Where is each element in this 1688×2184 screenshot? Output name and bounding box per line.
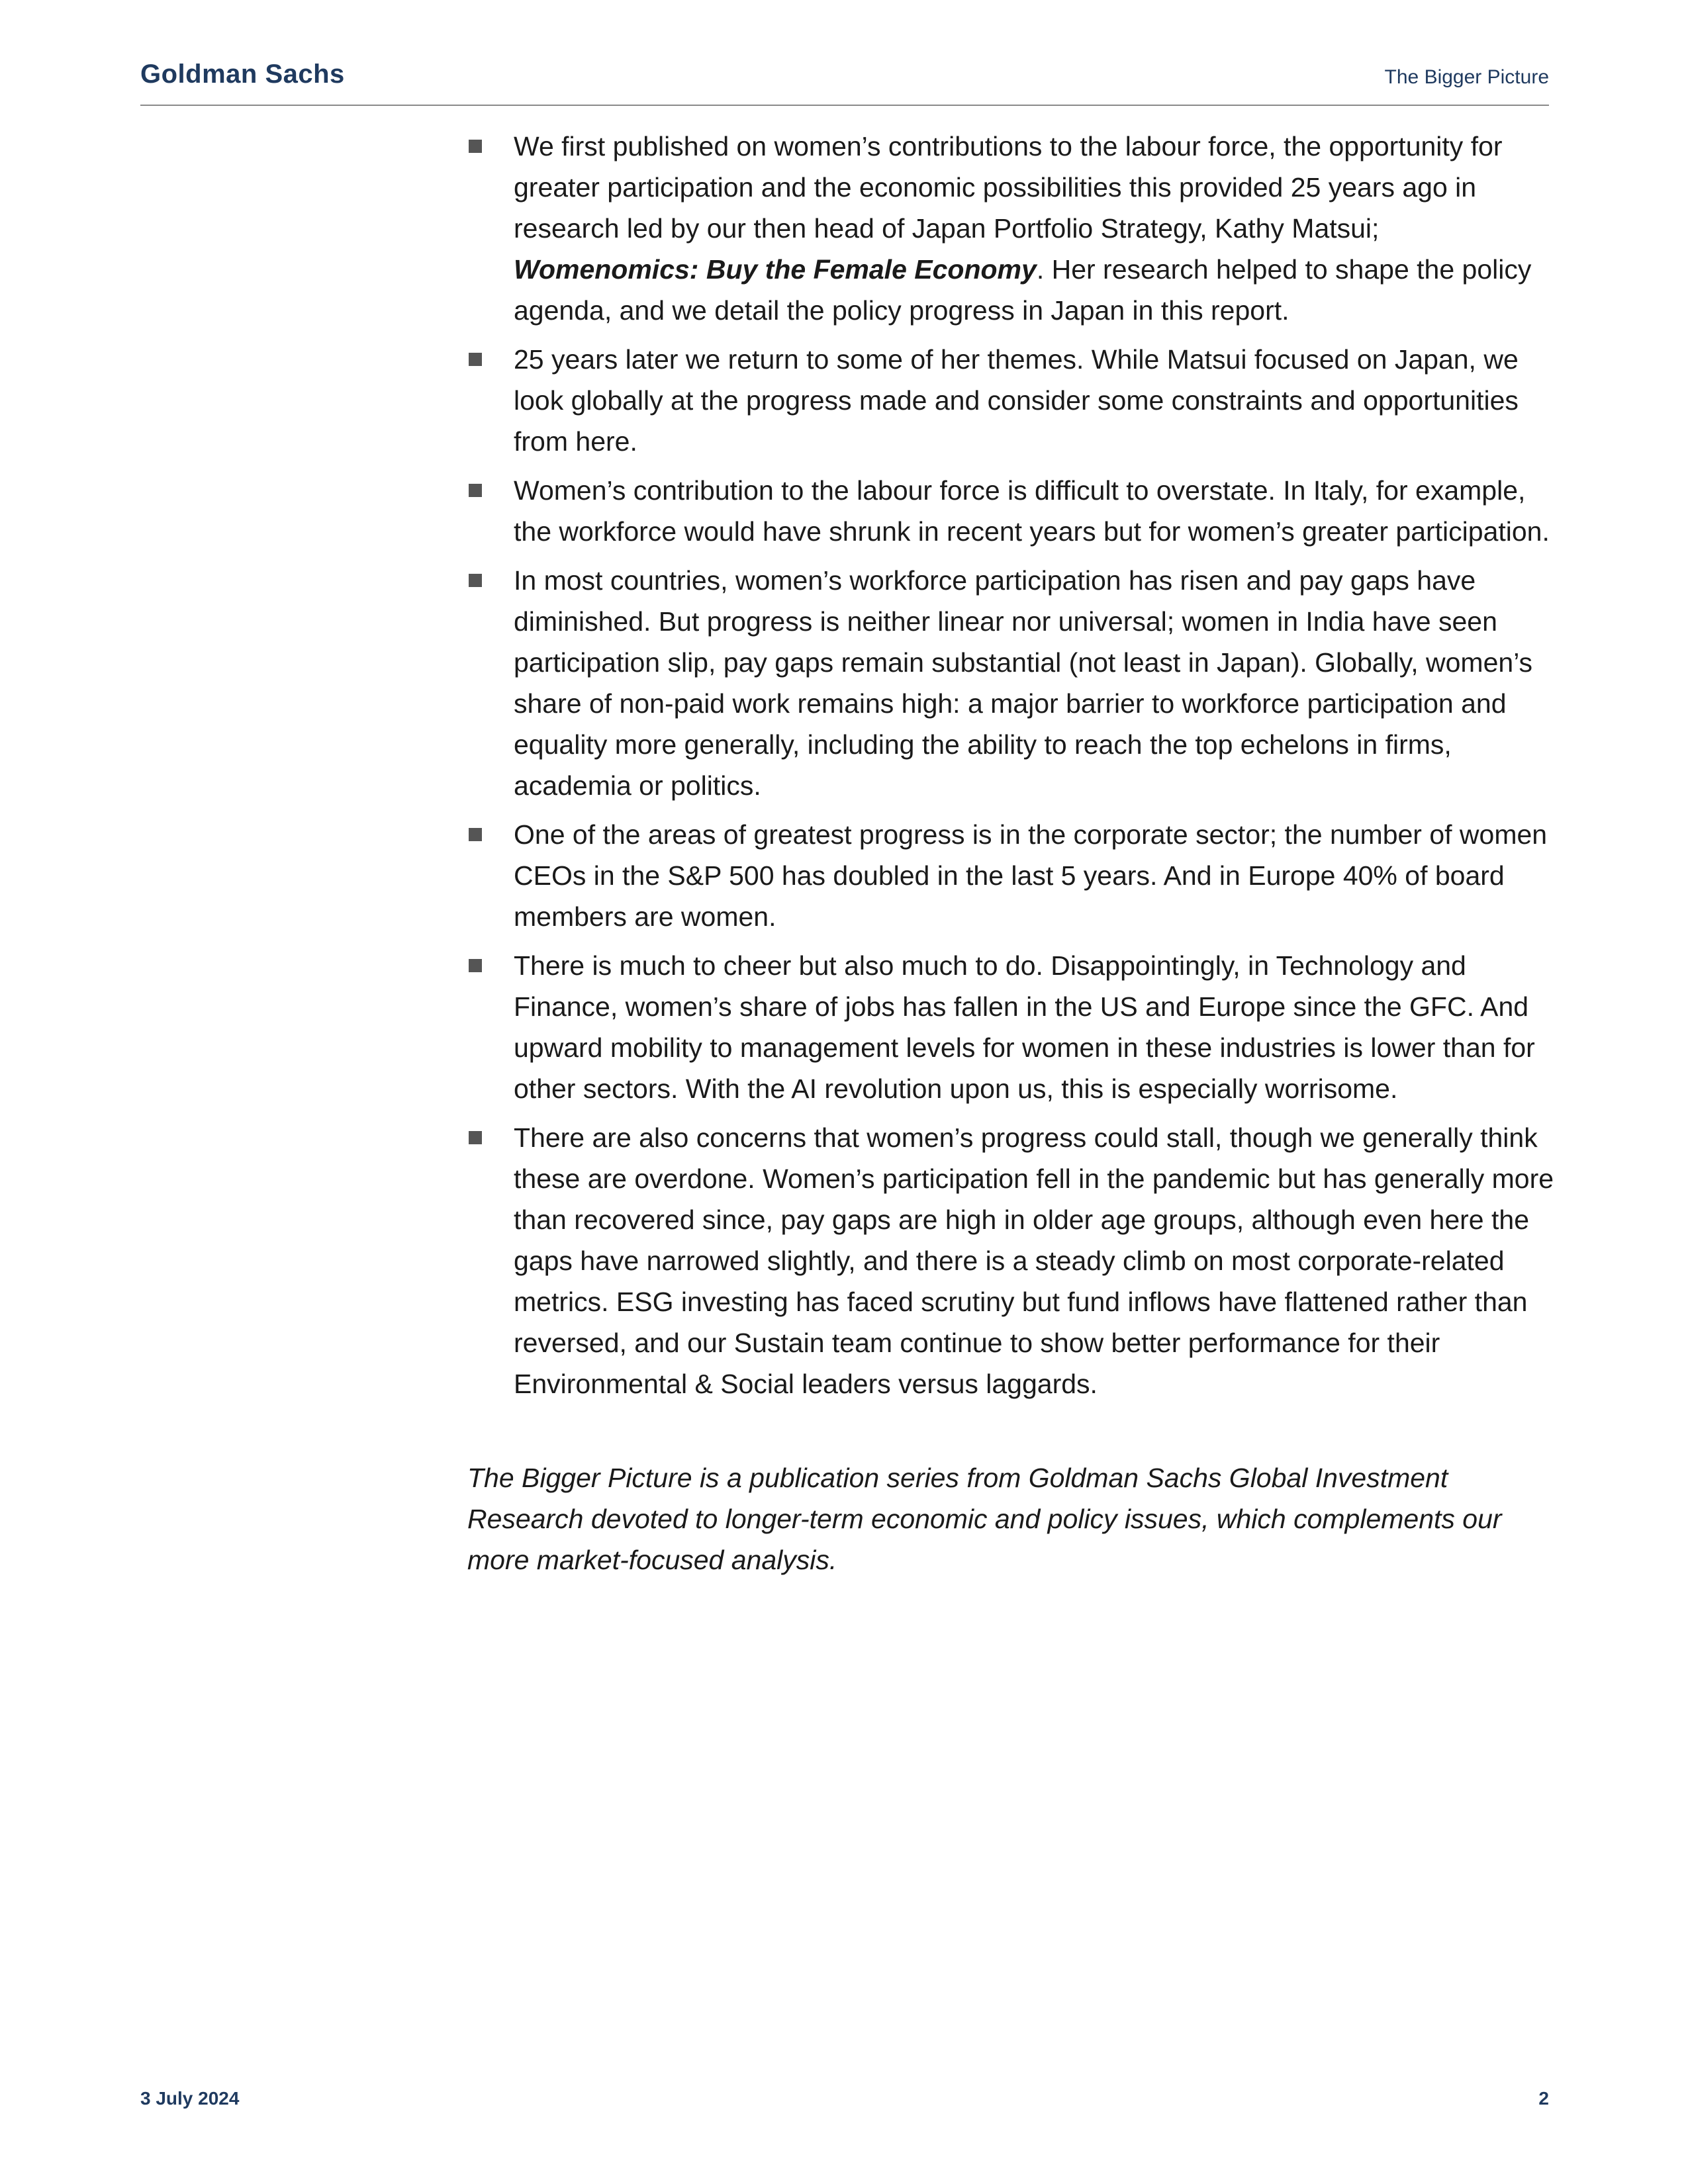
bullet-text: In most countries, women’s workforce participation has risen and pay gaps have diminished. But progress is neither linear nor universal; women in India have seen participation slip, pay gaps remain substantial (not least in Japan). Globally, women’s share of non-paid work remains high: a major barrier to workforce participation and equality more generally, including the ability to reach the top echelons in firms, academia or politics. [514,565,1533,801]
square-bullet-icon [469,1131,482,1144]
bullet-text-pre: We first published on women’s contributions to the labour force, the opportunity for greater participation and the economic possibilities this provided 25 years ago in research led by our then head of Japan Portfolio Strategy, Kathy Matsui; [514,131,1503,244]
bullet-item [467,1117,1560,1404]
bullet-text: 25 years later we return to some of her themes. While Matsui focused on Japan, we look globally at the progress made and consider some constraints and opportunities from here. [514,344,1519,457]
square-bullet-icon [469,353,482,366]
square-bullet-icon [469,574,482,587]
report-title: Womenomics: Buy the Female Economy [514,254,1037,285]
bullet-item [467,814,1560,937]
square-bullet-icon [469,828,482,841]
brand-name: Goldman Sachs [140,60,345,89]
bullet-item [467,560,1560,806]
square-bullet-icon [469,959,482,972]
bullet-text: There are also concerns that women’s progress could stall, though we generally think these are overdone. Women’s participation fell in the pandemic but has generally more than recovered since, pay gaps are high in older age groups, although even here the gaps have narrowed slightly, and there is a steady climb on most corporate-related metrics. ESG investing has faced scrutiny but fund inflows have flattened rather than reversed, and our Sustain team continue to show better performance for their Environmental & Social leaders versus laggards. [514,1122,1554,1399]
bullet-text-post: . Her research helped to shape the policy agenda, and we detail the policy progress in Japan in this report. [514,254,1532,326]
publication-date: 3 July 2024 [140,2088,240,2109]
bullet-item [467,126,1560,331]
bullet-item [467,339,1560,462]
key-points-list [467,126,1560,1404]
bullet-text: There is much to cheer but also much to do. Disappointingly, in Technology and Finance, women’s share of jobs has fallen in the US and Europe since the GFC. And upward mobility to management levels for women in these industries is lower than for other sectors. With the AI revolution upon us, this is especially worrisome. [514,950,1535,1104]
square-bullet-icon [469,140,482,153]
bullet-text: Women’s contribution to the labour force is difficult to overstate. In Italy, for example, the workforce would have shrunk in recent years but for women’s greater participation. [514,475,1550,547]
page-number: 2 [1538,2088,1549,2109]
bullet-item [467,945,1560,1109]
bullet-item [467,470,1560,552]
series-title: The Bigger Picture [1384,66,1549,88]
main-content [467,126,1560,1608]
square-bullet-icon [469,484,482,497]
series-description: The Bigger Picture is a publication series from Goldman Sachs Global Investment Research devoted to longer-term economic and policy issues, which complements our more market-focused analysis. [467,1463,1502,1575]
page-header [140,53,1549,106]
bullet-text: One of the areas of greatest progress is in the corporate sector; the number of women CEOs in the S&P 500 has doubled in the last 5 years. And in Europe 40% of board members are women. [514,819,1548,932]
